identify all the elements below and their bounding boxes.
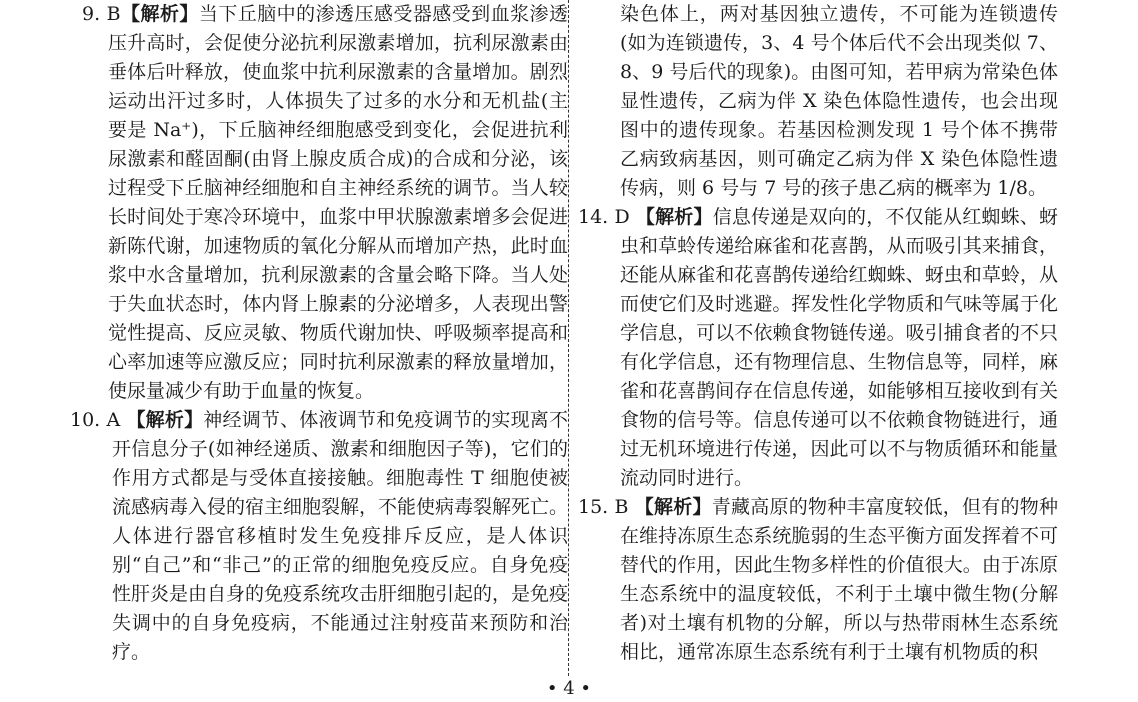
answer-letter: D: [614, 206, 630, 228]
answer-item-13-continued: 染色体上，两对基因独立遗传，不可能为连锁遗传(如为连锁遗传，3、4 号个体后代不会出现类似 7、8、9 号后代的现象)。由图可知，若甲病为常染色体显性遗传，乙病为伴 X 染色体隐性遗传，也会出现图中的遗传现象。若基因检测发现 1 号个体不携带乙病致病基因，则可确定乙病为伴 X 染色体隐性遗传病，则 6 号与 7 号的孩子患乙病的概率为 1/8。: [620, 3, 1058, 199]
analysis-tag: 【解析】: [126, 409, 204, 431]
analysis-text: 信息传递是双向的，不仅能从红蜘蛛、蚜虫和草蛉传递给麻雀和花喜鹊，从而吸引其来捕食，还能从麻雀和花喜鹊传递给红蜘蛛、蚜虫和草蛉，从而使它们及时逃避。挥发性化学物质和气味等属于化学信息，可以不依赖食物链传递。吸引捕食者的不只有化学信息，还有物理信息、生物信息等，同样，麻雀和花喜鹊间存在信息传递，如能够相互接收到有关食物的信号等。信息传递可以不依赖食物链进行，通过无机环境进行传递，因此可以不与物质循环和能量流动同时进行。: [620, 206, 1058, 489]
answer-item-10: [70, 406, 568, 667]
answer-letter: B: [106, 3, 121, 25]
question-number: 10.: [70, 409, 101, 431]
column-divider: [568, 0, 569, 676]
left-column: [70, 0, 568, 676]
answer-letter: B: [614, 496, 629, 518]
answer-letter: A: [106, 409, 121, 431]
analysis-tag: 【解析】: [635, 206, 713, 228]
question-number: 15.: [578, 496, 609, 518]
analysis-text: 青藏高原的物种丰富度较低，但有的物种在维持冻原生态系统脆弱的生态平衡方面发挥着不可替代的作用，因此生物多样性的价值很大。由于冻原生态系统中的温度较低，不利于土壤中微生物(分解者)对土壤有机物的分解，所以与热带雨林生态系统相比，通常冻原生态系统有利于土壤有机物质的积: [620, 496, 1058, 663]
answer-item-15: [578, 493, 1058, 667]
analysis-tag: 【解析】: [120, 3, 199, 25]
answer-item-9: [70, 0, 568, 406]
right-column: [578, 0, 1058, 676]
analysis-tag: 【解析】: [634, 496, 712, 518]
question-number: 14.: [578, 206, 609, 228]
question-number: 9.: [82, 3, 101, 25]
page-number: • 4 •: [546, 678, 592, 699]
analysis-text: 当下丘脑中的渗透压感受器感受到血浆渗透压升高时，会促使分泌抗利尿激素增加，抗利尿激素由垂体后叶释放，使血浆中抗利尿激素的含量增加。剧烈运动出汗过多时，人体损失了过多的水分和无机盐(主要是 Na⁺)，下丘脑神经细胞感受到变化，会促进抗利尿激素和醛固酮(由肾上腺皮质合成)的合成和分泌，该过程受下丘脑神经细胞和自主神经系统的调节。当人较长时间处于寒冷环境中，血浆中甲状腺激素增多会促进新陈代谢，加速物质的氧化分解从而增加产热，此时血浆中水含量增加，抗利尿激素的含量会略下降。当人处于失血状态时，体内肾上腺素的分泌增多，人表现出警觉性提高、反应灵敏、物质代谢加快、呼吸频率提高和心率加速等应激反应；同时抗利尿激素的释放量增加，使尿量减少有助于血量的恢复。: [108, 3, 568, 402]
answer-item-14: [578, 203, 1058, 493]
analysis-text: 神经调节、体液调节和免疫调节的实现离不开信息分子(如神经递质、激素和细胞因子等)，它们的作用方式都是与受体直接接触。细胞毒性 T 细胞使被流感病毒入侵的宿主细胞裂解，不能使病毒裂解死亡。人体进行器官移植时发生免疫排斥反应，是人体识别“自己”和“非己”的正常的细胞免疫反应。自身免疫性肝炎是由自身的免疫系统攻击肝细胞引起的，是免疫失调中的自身免疫病，不能通过注射疫苗来预防和治疗。: [112, 409, 568, 663]
